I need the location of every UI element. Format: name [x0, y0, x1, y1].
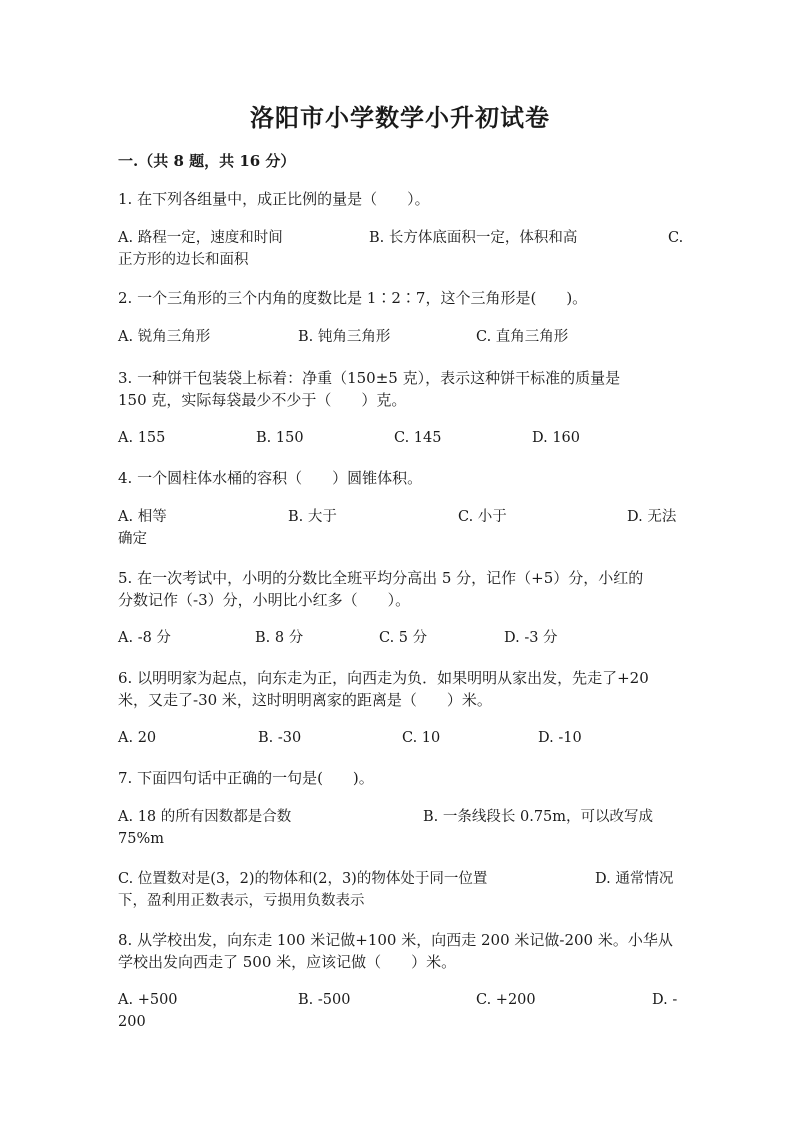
question-5	[118, 567, 684, 611]
option-a: A. 路程一定，速度和时间	[118, 230, 283, 246]
option-wrap: 确定	[118, 531, 147, 547]
option-d: D. 通常情况	[595, 871, 674, 887]
option-wrap: 75%m	[118, 831, 164, 847]
options-row	[118, 806, 684, 828]
options-row	[118, 989, 684, 1011]
question-text: 1. 在下列各组量中，成正比例的量是（ ）。	[118, 190, 430, 208]
question-text: 2. 一个三角形的三个内角的度数比是 1∶2∶7，这个三角形是( )。	[118, 289, 588, 307]
question-text: 7. 下面四句话中正确的一句是( )。	[118, 769, 374, 787]
options-row	[118, 506, 684, 528]
option-b: B. 大于	[288, 509, 337, 525]
options-row	[118, 868, 684, 890]
question-3	[118, 367, 684, 411]
option-a: A. 锐角三角形	[118, 329, 211, 345]
option-b: B. 8 分	[255, 630, 304, 646]
option-c: C.	[668, 230, 684, 246]
question-text: 150 克，实际每袋最少不少于（ ）克。	[118, 391, 407, 409]
question-7	[118, 767, 684, 789]
question-text: 分数记作（-3）分，小明比小红多（ ）。	[118, 591, 411, 609]
option-d: D. 无法	[627, 509, 677, 525]
question-text: 3. 一种饼干包装袋上标着：净重（150±5 克），表示这种饼干标准的质量是	[118, 369, 621, 387]
option-wrap: 200	[118, 1014, 146, 1030]
option-c: C. 5 分	[379, 630, 428, 646]
option-wrap: 下，盈利用正数表示，亏损用负数表示	[118, 893, 365, 909]
option-c: C. 小于	[458, 509, 507, 525]
option-b: B. -30	[258, 730, 302, 746]
question-text: 5. 在一次考试中，小明的分数比全班平均分高出 5 分，记作（+5）分，小红的	[118, 569, 644, 587]
options-row	[118, 326, 684, 348]
option-a: A. +500	[118, 992, 178, 1008]
option-a: A. 18 的所有因数都是合数	[118, 809, 292, 825]
option-d: D. 160	[532, 430, 581, 446]
option-c: C. 10	[402, 730, 441, 746]
option-b: B. -500	[298, 992, 351, 1008]
option-a: A. 相等	[118, 509, 167, 525]
question-1	[118, 188, 684, 210]
page-title: 洛阳市小学数学小升初试卷	[250, 103, 550, 132]
options-row	[118, 227, 684, 249]
option-d: D. -10	[538, 730, 582, 746]
option-b: B. 一条线段长 0.75m，可以改写成	[423, 809, 654, 825]
option-d: D. -3 分	[504, 630, 558, 646]
question-text: 学校出发向西走了 500 米，应该记做（ ）米。	[118, 953, 457, 971]
options-row	[118, 627, 684, 649]
question-8	[118, 929, 684, 973]
question-text: 米，又走了-30 米，这时明明离家的距离是（ ）米。	[118, 691, 492, 709]
option-b: B. 150	[256, 430, 304, 446]
option-d: D. -	[652, 992, 678, 1008]
option-b: B. 长方体底面积一定，体积和高	[369, 230, 578, 246]
question-text: 4. 一个圆柱体水桶的容积（ ）圆锥体积。	[118, 469, 423, 487]
option-c: C. 145	[394, 430, 442, 446]
option-c: C. 位置数对是(3，2)的物体和(2，3)的物体处于同一位置	[118, 871, 488, 887]
option-c: C. 直角三角形	[476, 329, 569, 345]
options-row	[118, 427, 684, 449]
question-text: 6. 以明明家为起点，向东走为正，向西走为负．如果明明从家出发，先走了+20	[118, 669, 649, 687]
question-4	[118, 467, 684, 489]
option-b: B. 钝角三角形	[298, 329, 391, 345]
question-6	[118, 667, 684, 711]
option-a: A. -8 分	[118, 630, 171, 646]
option-a: A. 155	[118, 430, 166, 446]
options-row	[118, 727, 684, 749]
option-wrap: 正方形的边长和面积	[118, 252, 249, 268]
option-c: C. +200	[476, 992, 536, 1008]
question-text: 8. 从学校出发，向东走 100 米记做+100 米，向西走 200 米记做-200 米。小华从	[118, 931, 673, 949]
section-heading: 一.（共 8 题，共 16 分）	[118, 152, 296, 170]
option-a: A. 20	[118, 730, 157, 746]
question-2	[118, 287, 684, 309]
